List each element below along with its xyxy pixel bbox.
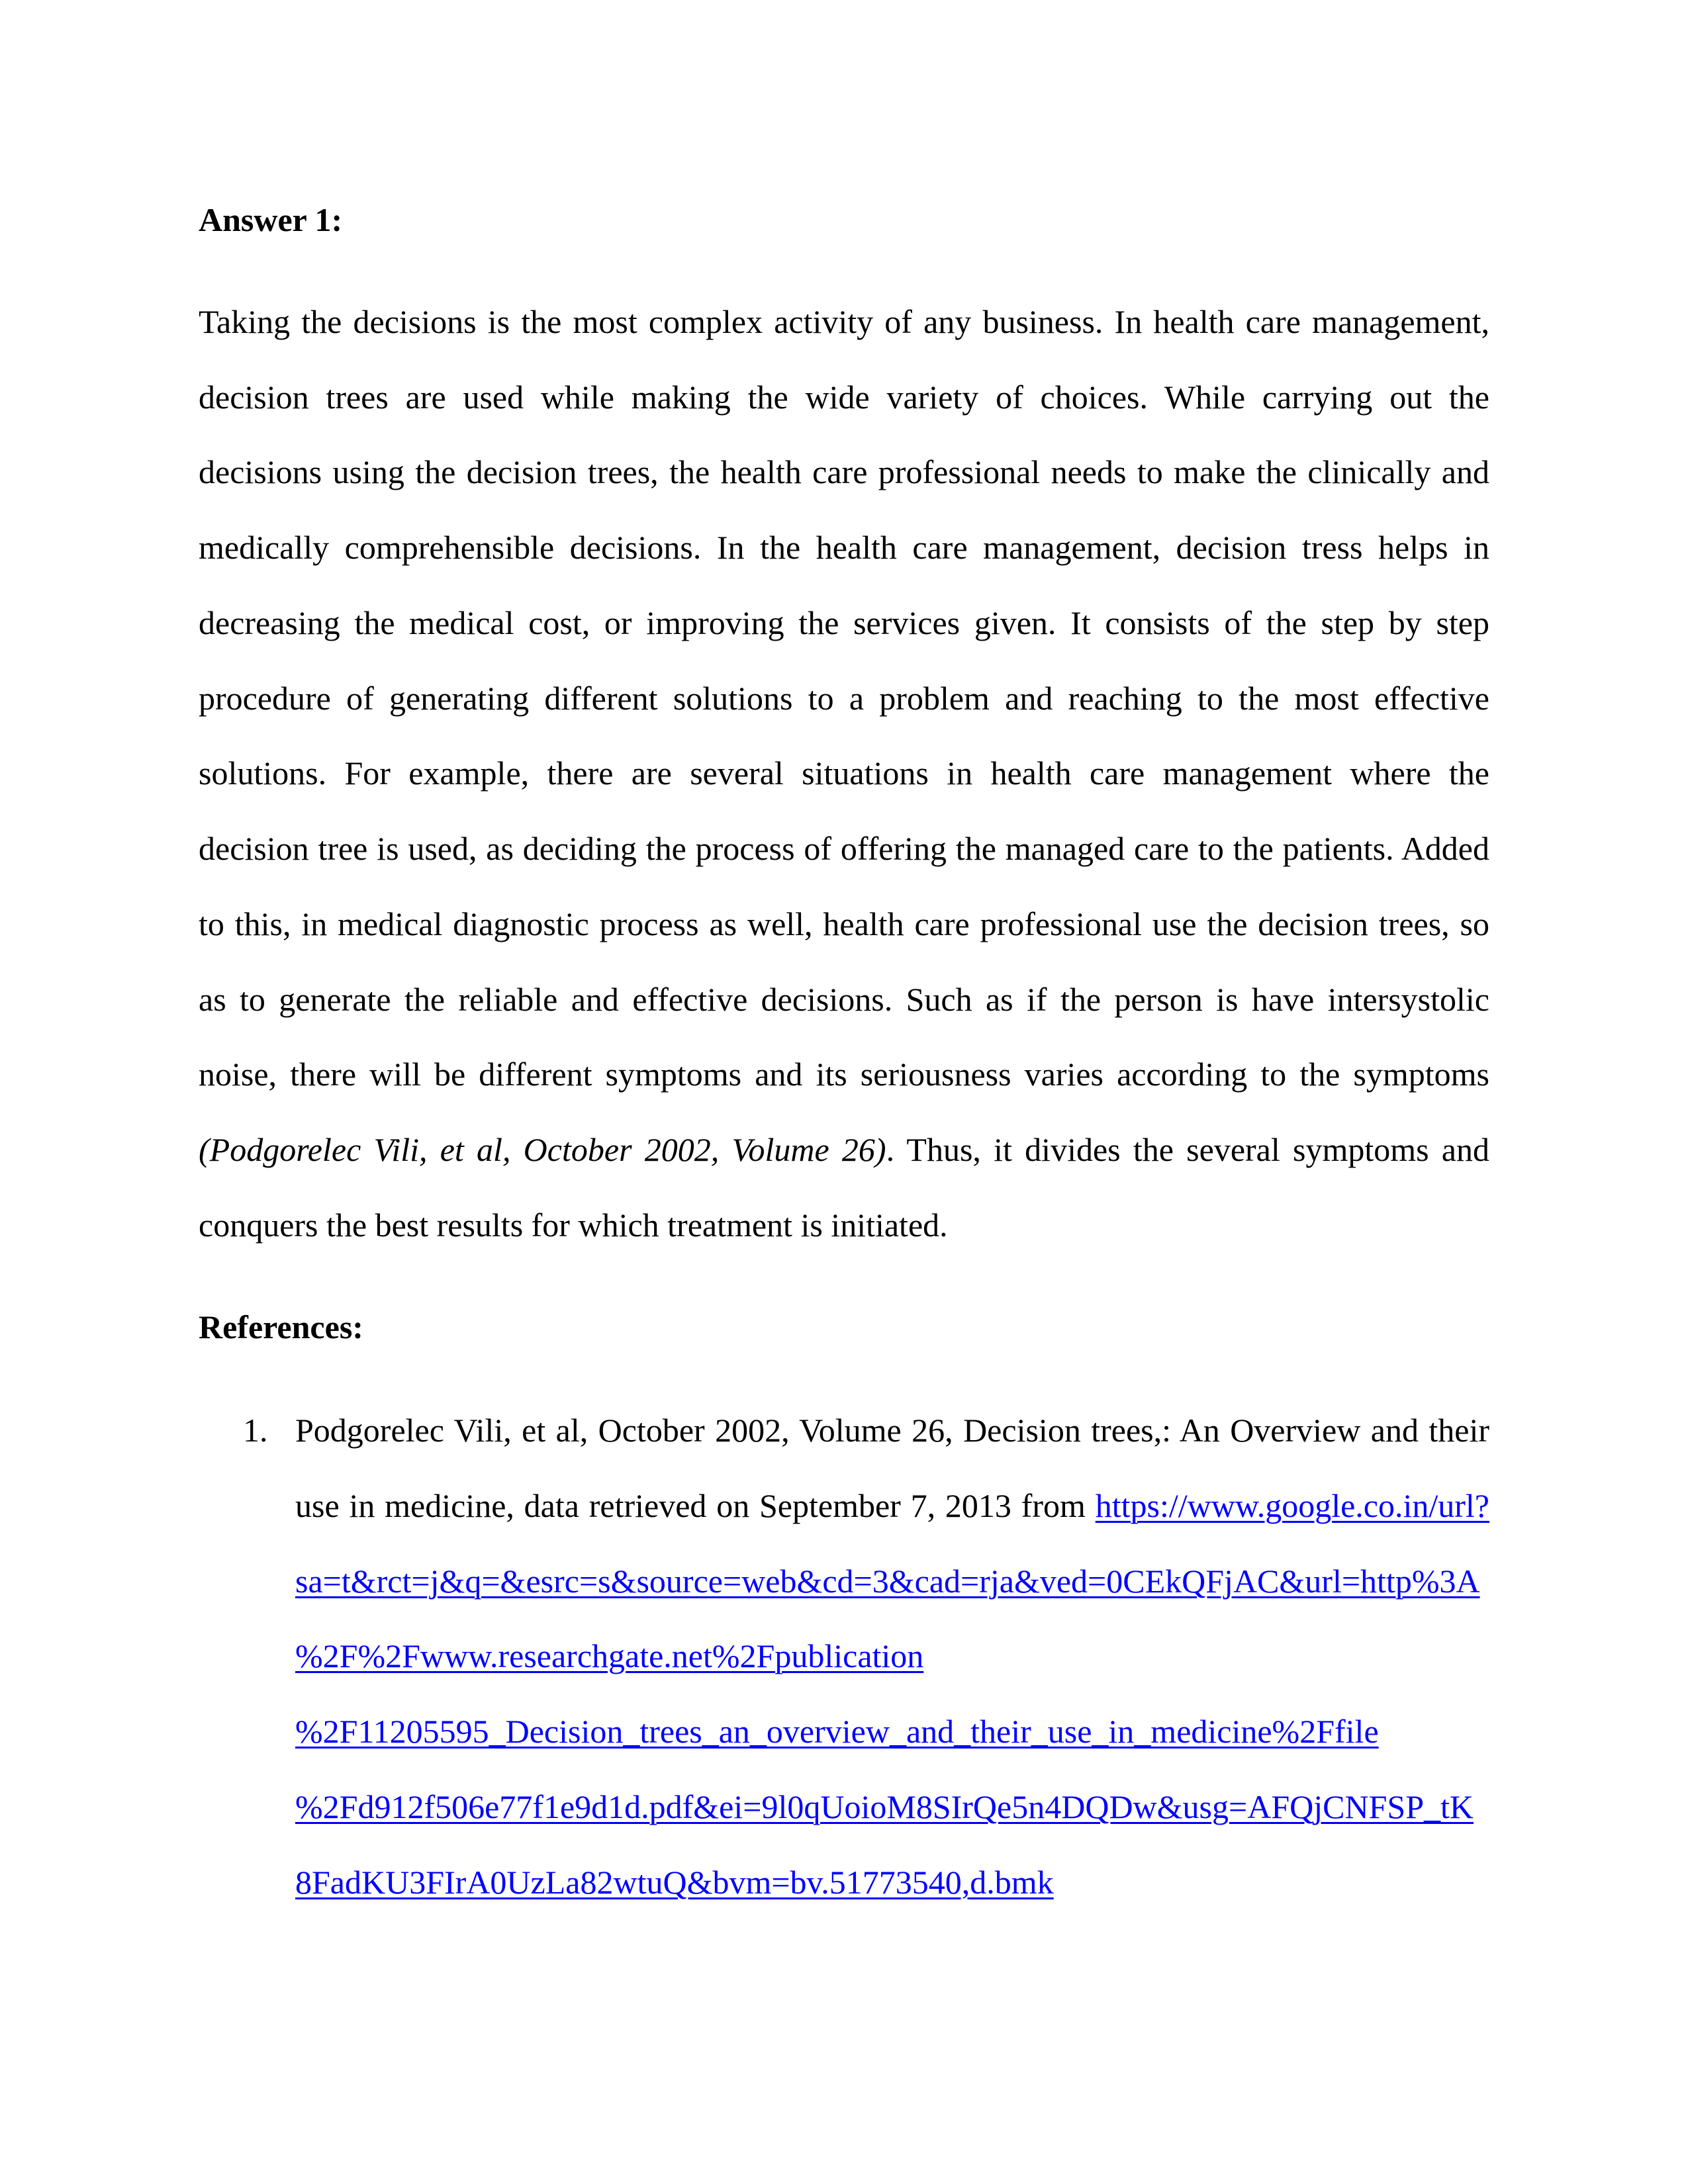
body-line-11: noise, there will be different symptoms and its seriousness varies according to the symptoms xyxy=(199,1056,1489,1093)
inline-citation: (Podgorelec Vili, et al, October 2002, Volume 26) xyxy=(199,1131,886,1168)
reference-number: 1. xyxy=(243,1412,268,1449)
reference-url-part-1[interactable]: https://www.google.co.in/url? xyxy=(1095,1487,1489,1524)
body-line-8: decision tree is used, as deciding the process of offering the managed care to the patients. Added xyxy=(199,830,1489,867)
answer-heading: Answer 1: xyxy=(199,201,343,238)
references-heading: References: xyxy=(199,1308,363,1345)
reference-line-5 xyxy=(295,1711,1489,1751)
reference-url-part-5[interactable]: %2Fd912f506e77f1e9d1d.pdf&ei=9l0qUoioM8SIrQe5n4DQDw&usg=AFQjCNFSP_tK xyxy=(295,1788,1474,1825)
reference-line-1: Podgorelec Vili, et al, October 2002, Volume 26, Decision trees,: An Overview and their xyxy=(295,1412,1489,1449)
body-line-10: as to generate the reliable and effective decisions. Such as if the person is have intersystolic xyxy=(199,981,1489,1018)
body-line-1: Taking the decisions is the most complex activity of any business. In health care management, xyxy=(199,303,1489,340)
reference-line-6 xyxy=(295,1787,1489,1827)
reference-retrieval-text: use in medicine, data retrieved on September 7, 2013 from xyxy=(295,1487,1096,1524)
body-line-2: decision trees are used while making the wide variety of choices. While carrying out the xyxy=(199,379,1489,416)
body-line-13: conquers the best results for which treatment is initiated. xyxy=(199,1206,948,1244)
reference-url-part-6[interactable]: 8FadKU3FIrA0UzLa82wtuQ&bvm=bv.51773540,d.bmk xyxy=(295,1864,1054,1901)
reference-line-3 xyxy=(295,1561,1489,1601)
reference-line-4 xyxy=(295,1636,1489,1676)
reference-line-7 xyxy=(295,1862,1489,1902)
citation-line-rest: . Thus, it divides the several symptoms and xyxy=(886,1131,1489,1168)
reference-url-part-3[interactable]: %2F%2Fwww.researchgate.net%2Fpublication xyxy=(295,1637,924,1674)
reference-line-2 xyxy=(295,1486,1489,1525)
body-line-3: decisions using the decision trees, the health care professional needs to make the clinically and xyxy=(199,453,1489,490)
body-line-12-citation xyxy=(199,1130,1489,1169)
body-line-7: solutions. For example, there are several situations in health care management where the xyxy=(199,754,1489,792)
reference-url-part-4[interactable]: %2F11205595_Decision_trees_an_overview_and_their_use_in_medicine%2Ffile xyxy=(295,1713,1379,1750)
body-line-9: to this, in medical diagnostic process as well, health care professional use the decision trees, so xyxy=(199,905,1489,942)
body-line-4: medically comprehensible decisions. In the health care management, decision tress helps in xyxy=(199,529,1489,566)
reference-url-part-2[interactable]: sa=t&rct=j&q=&esrc=s&source=web&cd=3&cad=rja&ved=0CEkQFjAC&url=http%3A xyxy=(295,1563,1480,1600)
body-line-6: procedure of generating different solutions to a problem and reaching to the most effective xyxy=(199,680,1489,717)
body-line-5: decreasing the medical cost, or improving the services given. It consists of the step by step xyxy=(199,604,1489,641)
